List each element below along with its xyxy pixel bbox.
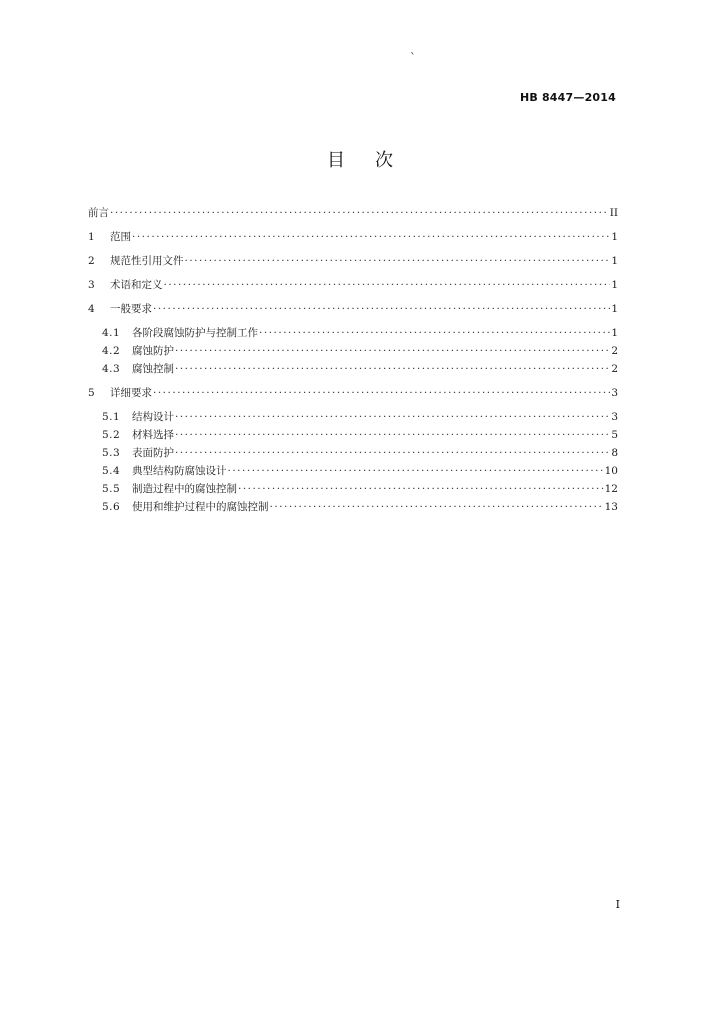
standard-code: HB 8447—2014 [519, 91, 616, 104]
toc-entry[interactable] [88, 426, 618, 444]
toc-entry-number: 5.1 [102, 411, 121, 423]
toc-entry-number: 5.4 [102, 465, 121, 477]
toc-entry-page: 2 [611, 363, 618, 375]
table-of-contents [88, 204, 618, 516]
toc-entry-page: 5 [611, 429, 618, 441]
toc-entry-title: 一般要求 [110, 303, 152, 315]
toc-dot-leader [270, 498, 604, 516]
toc-entry[interactable] [88, 342, 618, 360]
toc-entry[interactable] [88, 276, 618, 294]
toc-dot-leader [175, 342, 610, 360]
toc-entry-title: 范围 [110, 231, 131, 243]
toc-entry[interactable] [88, 384, 618, 402]
toc-entry[interactable] [88, 480, 618, 498]
toc-entry-page: 13 [604, 501, 618, 513]
toc-entry[interactable] [88, 300, 618, 318]
toc-dot-leader [259, 324, 610, 342]
toc-entry-number: 1 [88, 231, 95, 243]
toc-entry-title: 制造过程中的腐蚀控制 [132, 483, 237, 495]
toc-entry-page: 1 [611, 231, 618, 243]
toc-entry-title: 结构设计 [132, 411, 174, 423]
toc-entry-title: 腐蚀控制 [132, 363, 174, 375]
stray-mark: ` [410, 51, 416, 65]
toc-dot-leader [132, 228, 610, 246]
toc-entry-number: 4.3 [102, 363, 121, 375]
toc-entry[interactable] [88, 228, 618, 246]
toc-dot-leader [175, 408, 610, 426]
toc-entry-number: 4.2 [102, 345, 121, 357]
toc-entry-page: 8 [611, 447, 618, 459]
toc-dot-leader [153, 384, 610, 402]
toc-dot-leader [238, 480, 604, 498]
toc-entry[interactable] [88, 360, 618, 378]
toc-dot-leader [153, 300, 610, 318]
toc-entry[interactable] [88, 498, 618, 516]
toc-entry-number: 4 [88, 303, 95, 315]
toc-entry-number: 5.3 [102, 447, 121, 459]
toc-entry[interactable] [88, 252, 618, 270]
toc-entry-page: 1 [611, 327, 618, 339]
toc-entry[interactable] [88, 204, 618, 222]
toc-dot-leader [110, 204, 609, 222]
toc-entry[interactable] [88, 324, 618, 342]
toc-entry[interactable] [88, 462, 618, 480]
toc-entry-title: 详细要求 [110, 387, 152, 399]
toc-dot-leader [228, 462, 604, 480]
toc-entry-page: 3 [611, 387, 618, 399]
toc-entry-page: 2 [611, 345, 618, 357]
toc-entry[interactable] [88, 408, 618, 426]
toc-entry-number: 5.5 [102, 483, 121, 495]
toc-entry-title: 规范性引用文件 [110, 255, 184, 267]
toc-entry-page: 1 [611, 279, 618, 291]
toc-entry-title: 材料选择 [132, 429, 174, 441]
toc-dot-leader [164, 276, 611, 294]
toc-entry-title: 术语和定义 [110, 279, 163, 291]
toc-entry-page: 1 [611, 255, 618, 267]
toc-entry-title: 前言 [88, 207, 109, 219]
toc-dot-leader [175, 360, 610, 378]
toc-entry-number: 3 [88, 279, 95, 291]
toc-entry-title: 表面防护 [132, 447, 174, 459]
toc-entry-page: 12 [604, 483, 618, 495]
toc-entry-title: 典型结构防腐蚀设计 [132, 465, 227, 477]
page-number: I [615, 898, 620, 911]
toc-entry-number: 5 [88, 387, 95, 399]
toc-dot-leader [175, 444, 610, 462]
toc-entry-title: 使用和维护过程中的腐蚀控制 [132, 501, 269, 513]
toc-entry-page: 3 [611, 411, 618, 423]
toc-entry-number: 2 [88, 255, 95, 267]
toc-entry-page: 1 [611, 303, 618, 315]
title-char-1: 目 [327, 150, 345, 171]
toc-dot-leader [185, 252, 611, 270]
title-char-2: 次 [375, 150, 393, 171]
page-title [0, 146, 720, 172]
toc-dot-leader [175, 426, 610, 444]
toc-entry-page: 10 [604, 465, 618, 477]
toc-entry-number: 4.1 [102, 327, 121, 339]
toc-entry[interactable] [88, 444, 618, 462]
toc-entry-title: 腐蚀防护 [132, 345, 174, 357]
toc-entry-number: 5.6 [102, 501, 121, 513]
toc-entry-number: 5.2 [102, 429, 121, 441]
toc-entry-title: 各阶段腐蚀防护与控制工作 [132, 327, 258, 339]
toc-entry-page: II [609, 207, 618, 219]
